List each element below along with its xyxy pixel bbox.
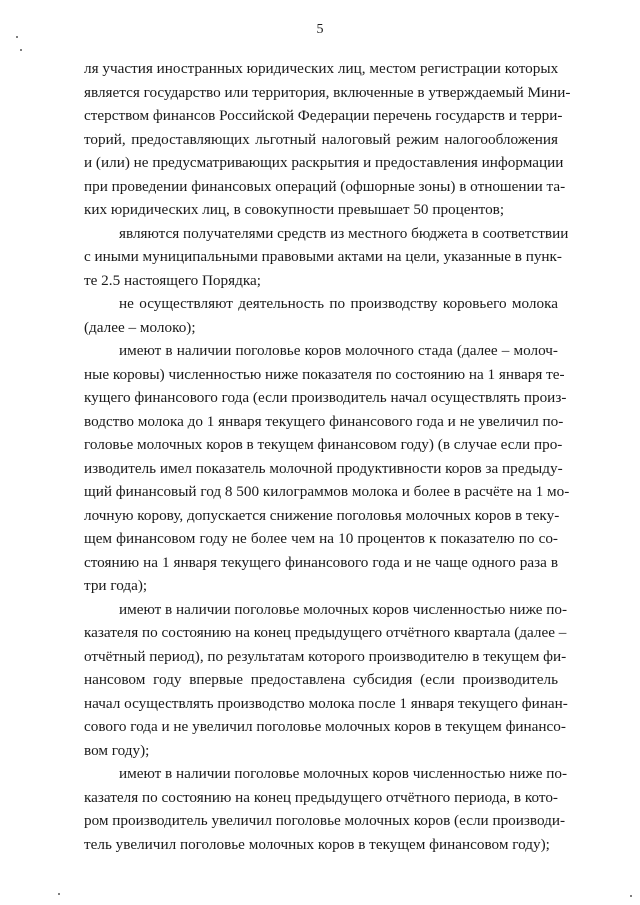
text-line: три года); — [84, 577, 148, 594]
text-line: щий финансовый год 8 500 килограммов молока и более в расчёте на 1 мо- — [84, 483, 570, 500]
text-line: при проведении финансовых операций (офшорные зоны) в отношении та- — [84, 177, 566, 195]
text-line: казателя по состоянию на конец предыдущего отчётного периода, в кото- — [84, 788, 558, 806]
text-line: лочную корову, допускается снижение поголовья молочных коров в теку- — [84, 506, 560, 524]
text-line: являются получателями средств из местного бюджета в соответствии — [119, 224, 569, 242]
text-line: стерством финансов Российской Федерации перечень государств и терри- — [84, 107, 563, 124]
scan-dot-top-2 — [20, 49, 22, 51]
text-line: с иными муниципальными правовыми актами на цели, указанные в пунк- — [84, 248, 562, 265]
text-line: те 2.5 настоящего Порядка; — [84, 271, 261, 289]
text-line: и (или) не предусматривающих раскрытия и предоставления информации — [84, 154, 564, 171]
text-line: водство молока до 1 января текущего финансового года и не увеличил по- — [84, 412, 564, 430]
text-line: имеют в наличии поголовье молочных коров численностью ниже по- — [119, 765, 568, 782]
text-line: щем финансовом году не более чем на 10 процентов к показателю по со- — [84, 530, 558, 547]
text-line: сового года и не увеличил поголовье молочных коров в текущем финансо- — [84, 718, 566, 735]
text-line: головье молочных коров в текущем финансовом году) (в случае если про- — [84, 436, 563, 453]
text-line: изводитель имел показатель молочной продуктивности коров за предыду- — [84, 459, 563, 477]
text-line: стоянию на 1 января текущего финансового года и не чаще одного раза в — [84, 553, 558, 571]
text-line: ля участия иностранных юридических лиц, местом регистрации которых — [84, 60, 559, 77]
text-line: не осуществляют деятельность по производству коровьего молока — [119, 295, 558, 312]
text-line: вом году); — [84, 741, 150, 759]
text-line: отчётный период), по результатам которого производителю в текущем фи- — [84, 647, 567, 665]
text-line: является государство или территория, включенные в утверждаемый Мини- — [84, 83, 571, 101]
text-line: кущего финансового года (если производитель начал осуществлять произ- — [84, 389, 567, 406]
scan-dot-bottom-2 — [630, 895, 632, 897]
page-number: 5 — [316, 22, 324, 37]
scan-dot-top — [16, 36, 18, 38]
text-line: ких юридических лиц, в совокупности превышает 50 процентов; — [84, 201, 505, 218]
text-line: тель увеличил поголовье молочных коров в текущем финансовом году); — [84, 835, 550, 853]
text-line: (далее – молоко); — [84, 318, 196, 336]
text-line: имеют в наличии поголовье коров молочного стада (далее – молоч- — [119, 342, 558, 359]
text-line: начал осуществлять производство молока после 1 января текущего финан- — [84, 694, 568, 712]
text-line: нансовом году впервые предоставлена субсидия (если производитель — [84, 671, 558, 688]
text-line: ром производитель увеличил поголовье молочных коров (если производи- — [84, 812, 566, 829]
text-line: торий, предоставляющих льготный налоговый режим налогообложения — [84, 130, 558, 148]
text-line: ные коровы) численностью ниже показателя по состоянию на 1 января те- — [84, 365, 565, 383]
text-line: имеют в наличии поголовье молочных коров численностью ниже по- — [119, 600, 568, 618]
scan-dot-bottom — [58, 893, 60, 895]
text-line: казателя по состоянию на конец предыдущего отчётного квартала (далее – — [84, 624, 567, 641]
